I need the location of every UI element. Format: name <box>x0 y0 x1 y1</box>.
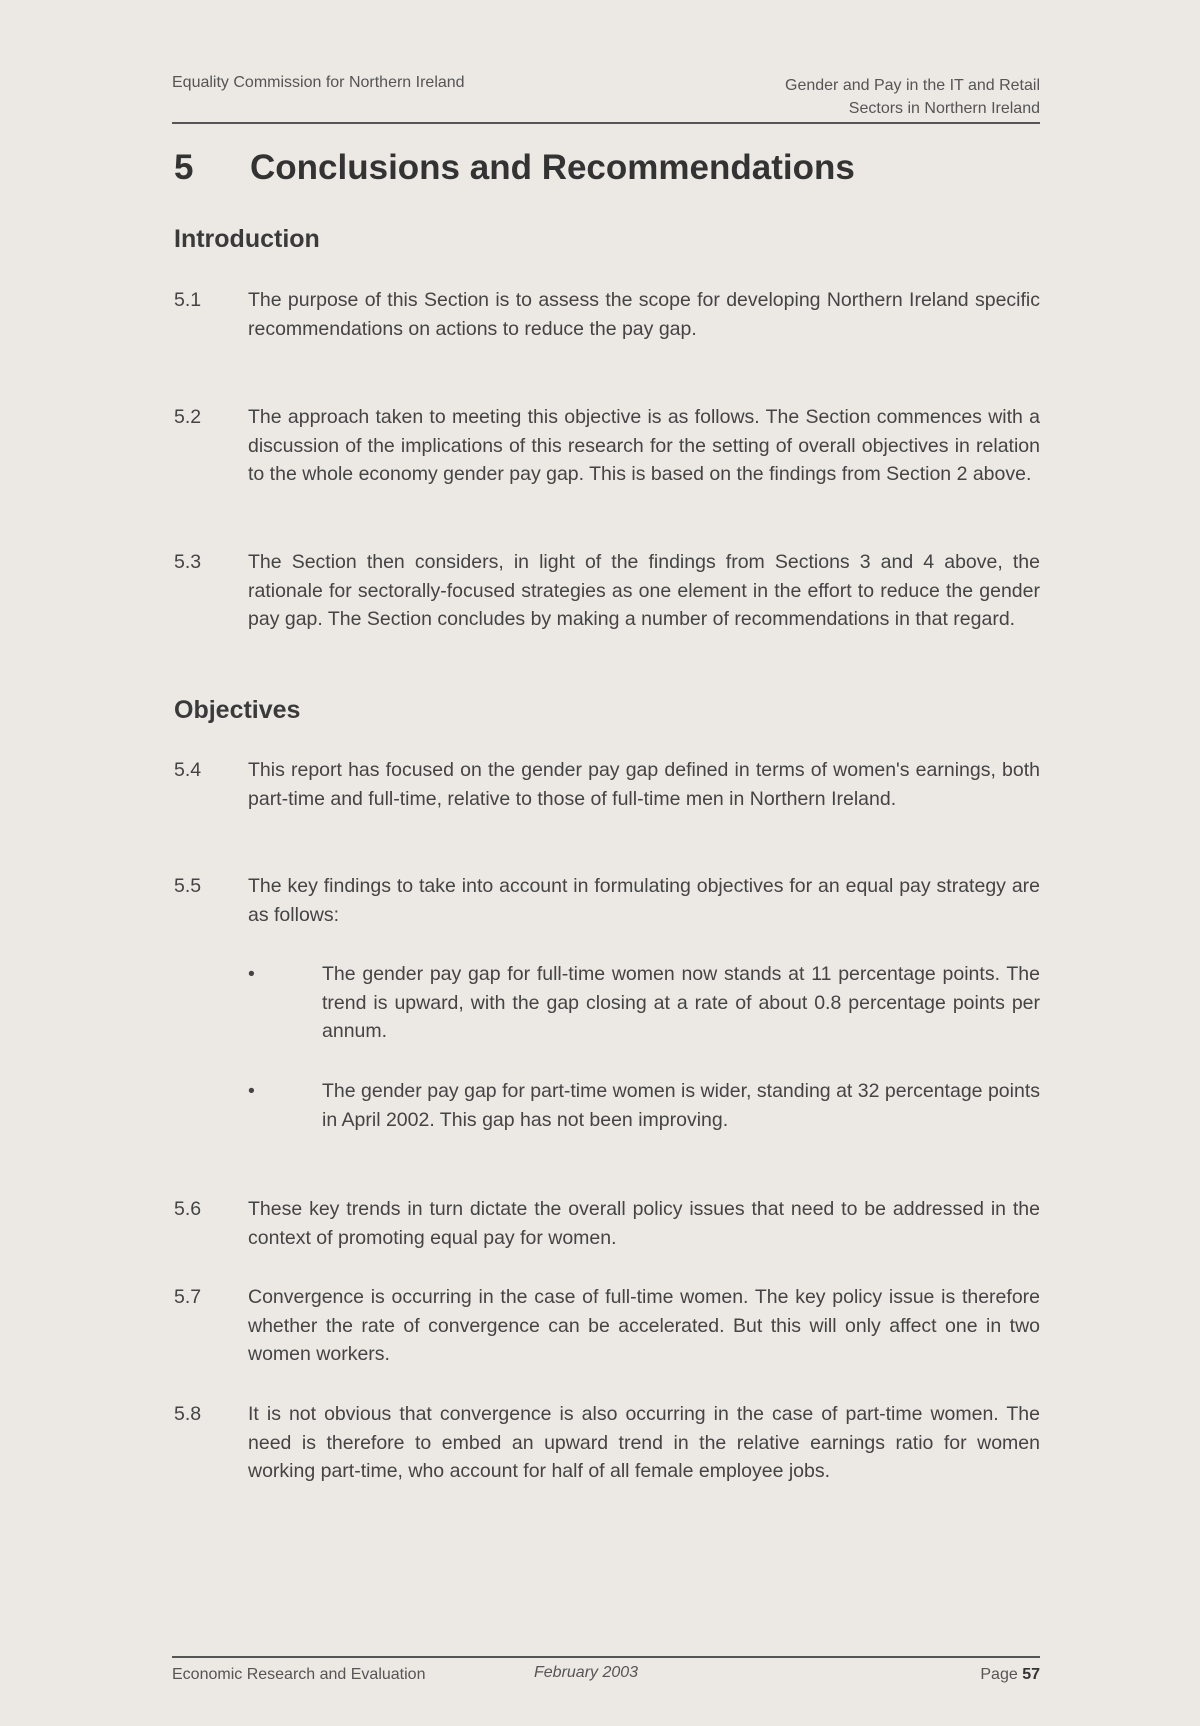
page-footer <box>172 1656 1040 1698</box>
paragraph-number: 5.8 <box>174 1403 202 1425</box>
header-organisation: Equality Commission for Northern Ireland <box>172 74 465 91</box>
page-number <box>980 1666 1040 1684</box>
subheading-objectives: Objectives <box>174 696 301 724</box>
header-report-title <box>785 74 1040 120</box>
paragraph-number: 5.3 <box>174 551 202 573</box>
bullet-item <box>248 1077 1040 1134</box>
bullet-mark: • <box>248 963 255 985</box>
paragraph <box>174 1283 1040 1369</box>
paragraph <box>174 1195 1040 1252</box>
paragraph-number: 5.7 <box>174 1286 202 1308</box>
page-header <box>172 70 1040 124</box>
paragraph-text: The Section then considers, in light of the findings from Sections 3 and 4 above, the rationale for sectorally-focused strategies as one element in the effort to reduce the gender pay gap. The Section concludes by making a number of recommendations in that regard. <box>248 551 1040 630</box>
paragraph <box>174 1400 1040 1486</box>
footer-organisation: Economic Research and Evaluation <box>172 1666 426 1683</box>
bullet-item <box>248 960 1040 1046</box>
paragraph-number: 5.2 <box>174 406 202 428</box>
header-report-title-line2: Sectors in Northern Ireland <box>848 100 1040 117</box>
paragraph-text: It is not obvious that convergence is also occurring in the case of part-time women. The need is therefore to embed an upward trend in the relative earnings ratio for women working part-time, who account for half of all female employee jobs. <box>248 1403 1040 1482</box>
paragraph-text: The purpose of this Section is to assess the scope for developing Northern Ireland specific recommendations on actions to reduce the pay gap. <box>248 289 1040 340</box>
section-heading <box>174 148 855 188</box>
page-number-value: 57 <box>1022 1666 1040 1683</box>
paragraph <box>174 286 1040 343</box>
section-title: Conclusions and Recommendations <box>250 148 855 187</box>
header-report-title-line1: Gender and Pay in the IT and Retail <box>785 77 1040 94</box>
page-label: Page <box>980 1666 1018 1683</box>
bullet-text: The gender pay gap for part-time women is wider, standing at 32 percentage points in April 2002. This gap has not been improving. <box>322 1080 1040 1131</box>
paragraph-number: 5.4 <box>174 759 202 781</box>
paragraph-text: The approach taken to meeting this objective is as follows. The Section commences with a discussion of the implications of this research for the setting of overall objectives in relation to the whole economy gender pay gap. This is based on the findings from Section 2 above. <box>248 406 1040 485</box>
paragraph <box>174 756 1040 813</box>
paragraph-text: Convergence is occurring in the case of full-time women. The key policy issue is therefore whether the rate of convergence can be accelerated. But this will only affect one in two women workers. <box>248 1286 1040 1365</box>
paragraph-number: 5.5 <box>174 875 202 897</box>
bullet-text: The gender pay gap for full-time women now stands at 11 percentage points. The trend is upward, with the gap closing at a rate of about 0.8 percentage points per annum. <box>322 963 1040 1042</box>
paragraph-text: These key trends in turn dictate the overall policy issues that need to be addressed in the context of promoting equal pay for women. <box>248 1198 1040 1249</box>
paragraph-text: This report has focused on the gender pay gap defined in terms of women's earnings, both part-time and full-time, relative to those of full-time men in Northern Ireland. <box>248 759 1040 810</box>
paragraph-number: 5.1 <box>174 289 202 311</box>
paragraph <box>174 872 1040 929</box>
paragraph <box>174 403 1040 489</box>
paragraph-text: The key findings to take into account in formulating objectives for an equal pay strategy are as follows: <box>248 875 1040 926</box>
paragraph <box>174 548 1040 634</box>
subheading-introduction: Introduction <box>174 225 320 253</box>
footer-date: February 2003 <box>534 1664 639 1681</box>
paragraph-number: 5.6 <box>174 1198 202 1220</box>
bullet-mark: • <box>248 1080 255 1102</box>
section-number: 5 <box>174 148 194 187</box>
